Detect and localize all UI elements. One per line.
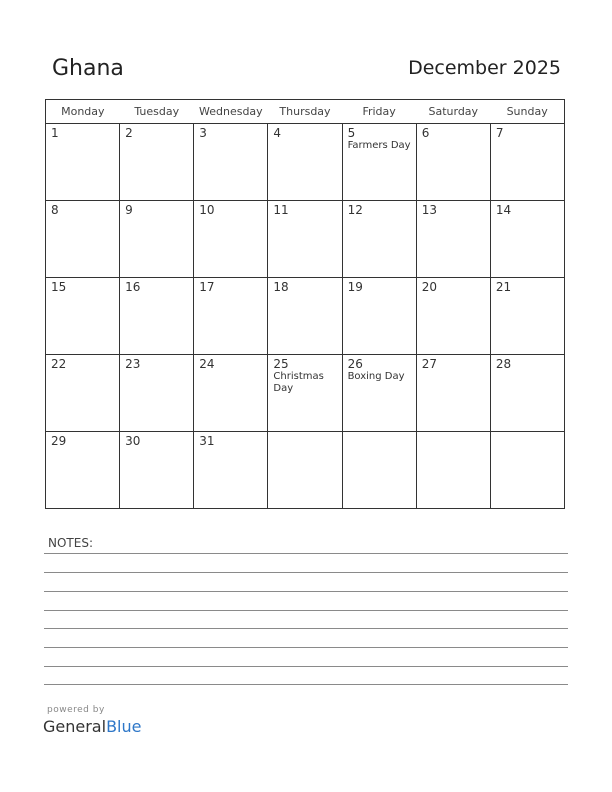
day-number: 25 — [273, 357, 289, 371]
day-number: 30 — [125, 434, 141, 448]
country-title: Ghana — [52, 56, 124, 81]
day-number: 1 — [51, 126, 59, 140]
day-cell — [268, 278, 342, 355]
day-cell — [268, 201, 342, 278]
week-row — [46, 355, 565, 432]
day-number: 12 — [347, 203, 363, 217]
note-line — [44, 666, 568, 667]
notes-label: NOTES: — [48, 536, 93, 550]
day-number: 20 — [421, 280, 437, 294]
day-number: 19 — [347, 280, 363, 294]
day-number: 29 — [51, 434, 67, 448]
day-cell — [268, 124, 342, 201]
day-cell — [268, 432, 342, 509]
day-number: 24 — [199, 357, 215, 371]
day-cell — [416, 355, 490, 432]
day-number: 17 — [199, 280, 215, 294]
week-row — [46, 124, 565, 201]
day-number: 13 — [421, 203, 437, 217]
day-number: 8 — [51, 203, 59, 217]
day-cell — [120, 124, 194, 201]
day-cell — [194, 355, 268, 432]
day-cell — [490, 201, 564, 278]
day-number: 21 — [495, 280, 512, 294]
day-number: 11 — [273, 203, 289, 217]
week-row — [46, 432, 565, 509]
day-cell — [490, 124, 564, 201]
day-number: 6 — [421, 126, 430, 140]
day-number: 26 — [347, 357, 363, 371]
day-cell — [416, 432, 490, 509]
day-cell — [194, 201, 268, 278]
day-cell — [46, 201, 120, 278]
day-cell — [342, 201, 416, 278]
note-line — [44, 572, 568, 573]
day-cell — [490, 432, 564, 509]
day-number: 15 — [51, 280, 67, 294]
note-line — [44, 647, 568, 648]
day-cell — [120, 432, 194, 509]
day-number: 18 — [273, 280, 289, 294]
day-number: 9 — [125, 203, 133, 217]
day-number: 10 — [199, 203, 215, 217]
day-number: 27 — [421, 357, 437, 371]
day-cell — [194, 432, 268, 509]
day-cell — [46, 124, 120, 201]
holiday-label: Boxing Day — [347, 371, 405, 382]
powered-by-text: powered by — [47, 705, 105, 715]
weekday-header-row — [46, 100, 565, 124]
weekday-header: Tuesday — [120, 100, 194, 124]
note-line — [44, 628, 568, 629]
day-number: 23 — [125, 357, 141, 371]
day-cell — [490, 278, 564, 355]
day-number: 2 — [125, 126, 133, 140]
day-number: 4 — [273, 126, 282, 140]
day-cell — [342, 278, 416, 355]
day-cell — [416, 278, 490, 355]
month-year-title: December 2025 — [408, 57, 561, 79]
day-cell — [120, 355, 194, 432]
calendar-grid — [45, 99, 565, 509]
day-number: 28 — [495, 357, 512, 371]
weekday-header: Friday — [342, 100, 416, 124]
note-line — [44, 553, 568, 554]
day-cell — [120, 201, 194, 278]
day-cell — [342, 124, 416, 201]
brand-blue: Blue — [106, 717, 142, 736]
day-cell — [342, 432, 416, 509]
weekday-header: Thursday — [268, 100, 342, 124]
day-cell — [194, 124, 268, 201]
week-row — [46, 278, 565, 355]
day-cell — [194, 278, 268, 355]
holiday-label: Farmers Day — [347, 140, 411, 151]
day-number: 31 — [199, 434, 215, 448]
day-cell — [416, 124, 490, 201]
brand-general: General — [43, 717, 107, 736]
day-cell — [46, 355, 120, 432]
day-number: 14 — [495, 203, 512, 217]
day-cell — [268, 355, 342, 432]
week-row — [46, 201, 565, 278]
holiday-label: Christmas Day — [273, 371, 324, 394]
day-number: 3 — [199, 126, 207, 140]
day-cell — [490, 355, 564, 432]
day-number: 7 — [495, 126, 504, 140]
weekday-header: Saturday — [416, 100, 490, 124]
day-cell — [46, 432, 120, 509]
note-line — [44, 684, 568, 685]
day-cell — [416, 201, 490, 278]
note-line — [44, 610, 568, 611]
day-number: 22 — [51, 357, 67, 371]
day-number: 5 — [347, 126, 356, 140]
weekday-header: Monday — [46, 100, 120, 124]
weekday-header: Sunday — [490, 100, 564, 124]
weekday-header: Wednesday — [194, 100, 268, 124]
day-number: 16 — [125, 280, 141, 294]
day-cell — [120, 278, 194, 355]
note-line — [44, 591, 568, 592]
brand-logo — [43, 717, 141, 736]
day-cell — [46, 278, 120, 355]
day-cell — [342, 355, 416, 432]
